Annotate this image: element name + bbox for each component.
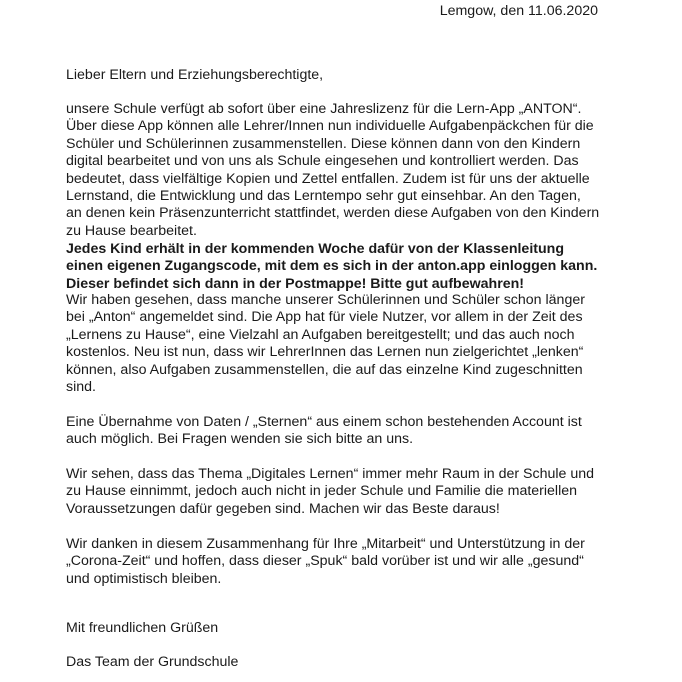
paragraph-line: kostenlos. Neu ist nun, dass wir LehrerInnen das Lernen nun zielgerichtet „lenken“ <box>66 344 584 361</box>
paragraph-line: können, also Aufgaben zusammenstellen, die auf das einzelne Kind zugeschnitten <box>66 361 583 378</box>
paragraph-existing-users <box>66 292 626 396</box>
paragraph-line: Jedes Kind erhält in der kommenden Woche dafür von der Klassenleitung <box>66 241 564 257</box>
paragraph-line: Schüler und Schülerinnen zusammenstellen. Diese können dann von den Kindern <box>66 135 581 152</box>
paragraph-line: „Lernens zu Hause“, eine Vielzahl an Aufgaben bereitgestellt; und das auch noch <box>66 326 575 343</box>
paragraph-access-code-notice <box>66 241 626 293</box>
paragraph-line: Dieser befindet sich dann in der Postmappe! Bitte gut aufbewahren! <box>66 275 525 292</box>
paragraph-line: Wir sehen, dass das Thema „Digitales Lernen“ immer mehr Raum in der Schule und <box>66 466 595 482</box>
paragraph-line: bedeutet, dass vielfältige Kopien und Zettel entfallen. Zudem ist für uns der aktuelle <box>66 170 590 187</box>
paragraph-line: Eine Übernahme von Daten / „Sternen“ aus einem schon bestehenden Account ist <box>66 414 582 430</box>
paragraph-line: sind. <box>66 378 96 395</box>
paragraph-line: Lernstand, die Entwicklung und das Lerntempo sehr gut einsehbar. An den Tagen, <box>66 187 581 204</box>
paragraph-line: Voraussetzungen dafür gegeben sind. Machen wir das Beste daraus! <box>66 500 500 517</box>
paragraph-line: digital bearbeitet und von uns als Schule eingesehen und kontrolliert werden. Das <box>66 153 579 170</box>
paragraph-line: an denen kein Präsenzunterricht stattfindet, werden diese Aufgaben von den Kindern <box>66 205 600 222</box>
paragraph-line: unsere Schule verfügt ab sofort über eine Jahreslizenz für die Lern-App „ANTON“. <box>66 101 582 117</box>
salutation: Lieber Eltern und Erziehungsberechtigte, <box>66 67 324 83</box>
paragraph-line: zu Hause bearbeitet. <box>66 222 197 239</box>
paragraph-data-transfer <box>66 414 626 449</box>
paragraph-line: einen eigenen Zugangscode, mit dem es sich in der anton.app einloggen kann. <box>66 258 598 275</box>
paragraph-line: bei „Anton“ angemeldet sind. Die App hat für viele Nutzer, vor allem in der Zeit des <box>66 309 583 326</box>
paragraph-intro <box>66 101 626 240</box>
paragraph-line: Wir haben gesehen, dass manche unserer Schülerinnen und Schüler schon länger <box>66 292 585 308</box>
paragraph-line: „Corona-Zeit“ und hoffen, dass dieser „Spuk“ bald vorüber ist und wir alle „gesund“ <box>66 553 584 570</box>
paragraph-line: Wir danken in diesem Zusammenhang für Ihre „Mitarbeit“ und Unterstützung in der <box>66 536 585 552</box>
paragraph-thanks <box>66 536 626 588</box>
paragraph-line: auch möglich. Bei Fragen wenden sie sich bitte an uns. <box>66 431 414 448</box>
place-date: Lemgow, den 11.06.2020 <box>439 3 598 19</box>
signature: Das Team der Grundschule <box>66 654 239 670</box>
paragraph-line: und optimistisch bleiben. <box>66 570 222 587</box>
paragraph-digital-learning <box>66 466 626 518</box>
paragraph-line: Über diese App können alle Lehrer/Innen nun individuelle Aufgabenpäckchen für die <box>66 118 594 135</box>
paragraph-line: zu Hause einnimmt, jedoch auch nicht in jeder Schule und Familie die materiellen <box>66 483 578 500</box>
closing: Mit freundlichen Grüßen <box>66 620 219 636</box>
